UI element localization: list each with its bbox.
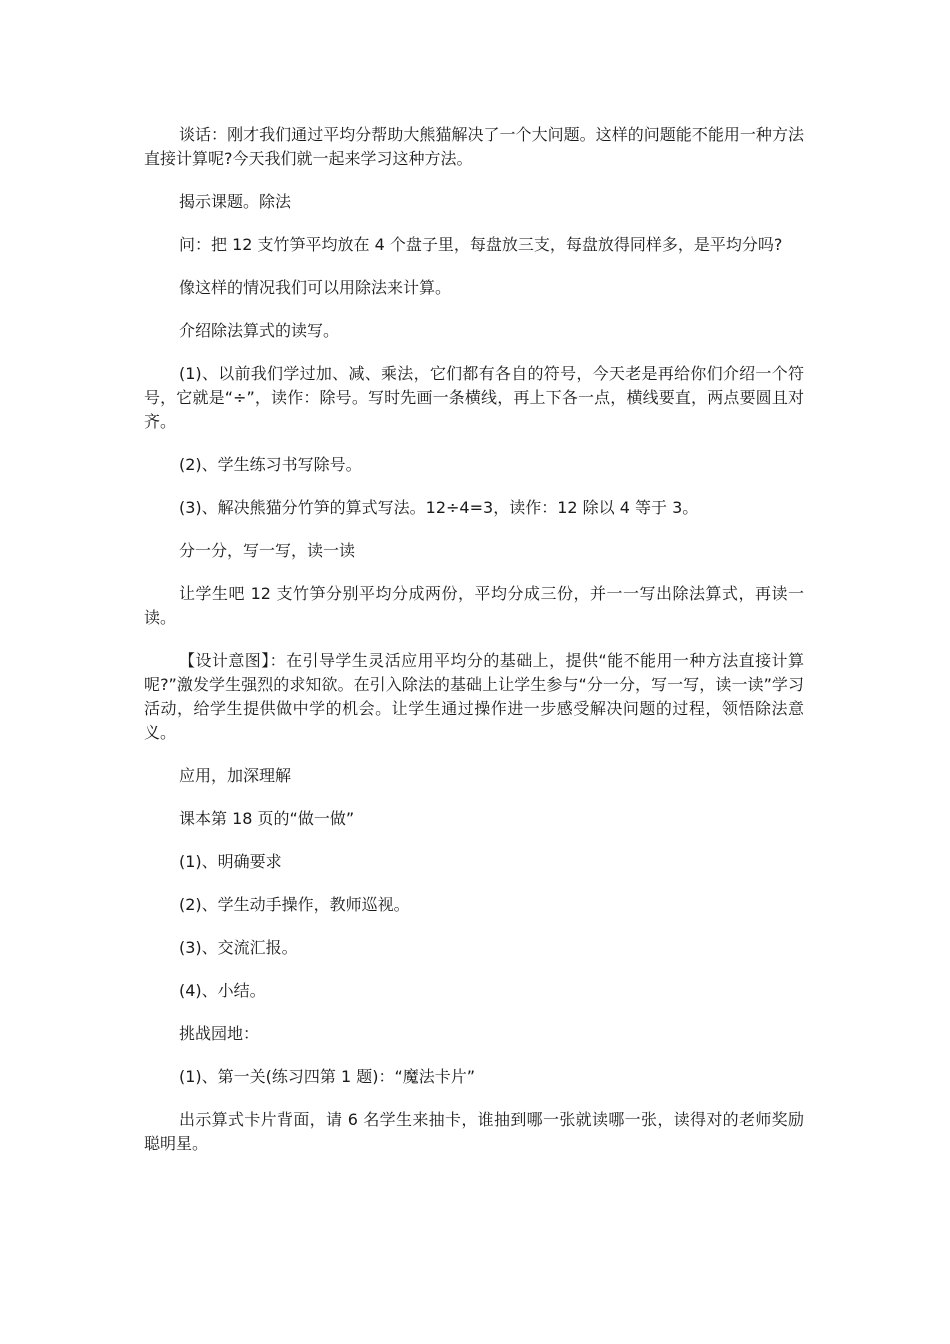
paragraph-challenge-garden: 挑战园地： [179,1024,260,1043]
paragraph-talk-intro: 谈话：刚才我们通过平均分帮助大熊猫解决了一个大问题。这样的问题能不能用一种方法直接计算呢?今天我们就一起来学习这种方法。 [144,125,804,168]
paragraph-clarify-requirements: (1)、明确要求 [179,852,282,871]
paragraph-question: 问：把 12 支竹笋平均放在 4 个盘子里，每盘放三支，每盘放得同样多，是平均分吗? [179,235,783,254]
paragraph-report: (3)、交流汇报。 [179,938,298,957]
paragraph-reveal-topic: 揭示课题。除法 [179,192,292,211]
paragraph-student-activity: 让学生吧 12 支竹笋分别平均分成两份，平均分成三份，并一一写出除法算式，再读一读。 [144,584,804,627]
paragraph-use-division: 像这样的情况我们可以用除法来计算。 [179,278,452,297]
paragraph-step-2-practice: (2)、学生练习书写除号。 [179,455,362,474]
document-page [144,123,804,1175]
paragraph-divide-write-read: 分一分，写一写，读一读 [179,541,356,560]
paragraph-introduce-reading-writing: 介绍除法算式的读写。 [179,321,340,340]
paragraph-level-one: (1)、第一关(练习四第 1 题)：“魔法卡片” [179,1067,476,1086]
paragraph-apply-deepen: 应用，加深理解 [179,766,292,785]
paragraph-summary: (4)、小结。 [179,981,266,1000]
paragraph-show-cards: 出示算式卡片背面，请 6 名学生来抽卡，谁抽到哪一张就读哪一张，读得对的老师奖励聪明星。 [144,1110,804,1153]
paragraph-textbook-page: 课本第 18 页的“做一做” [179,809,355,828]
paragraph-step-1-symbol: (1)、以前我们学过加、减、乘法，它们都有各自的符号，今天老是再给你们介绍一个符号，它就是“÷”，读作：除号。写时先画一条横线，再上下各一点，横线要直，两点要圆且对齐。 [144,364,804,431]
paragraph-step-3-equation: (3)、解决熊猫分竹笋的算式写法。12÷4=3，读作：12 除以 4 等于 3。 [179,498,699,517]
paragraph-hands-on: (2)、学生动手操作，教师巡视。 [179,895,410,914]
paragraph-design-intent: 【设计意图】：在引导学生灵活应用平均分的基础上，提供“能不能用一种方法直接计算呢?”激发学生强烈的求知欲。在引入除法的基础上让学生参与“分一分，写一写，读一读”学习活动，给学生提供做中学的机会。让学生通过操作进一步感受解决问题的过程，领悟除法意义。 [144,651,804,742]
